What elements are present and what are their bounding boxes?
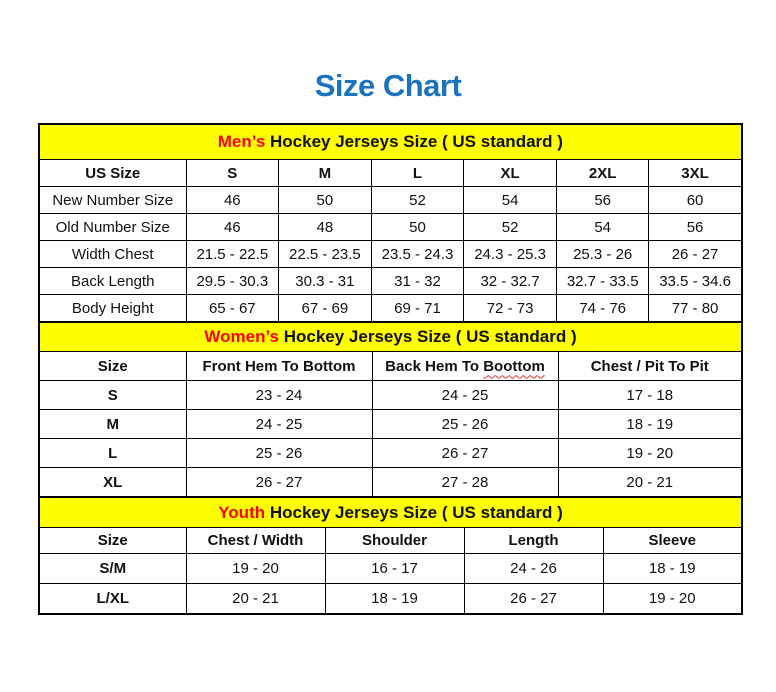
value-cell: 54 xyxy=(464,187,557,214)
row-label-cell: Width Chest xyxy=(39,241,186,268)
table-row xyxy=(39,187,742,214)
column-header: US Size xyxy=(39,160,186,187)
column-header: M xyxy=(279,160,372,187)
value-cell: 27 - 28 xyxy=(372,468,558,498)
column-header: Length xyxy=(464,528,603,554)
spellcheck-squiggle-word: Boottom xyxy=(483,357,545,375)
column-header-misspelled xyxy=(372,352,558,381)
column-header: Size xyxy=(39,528,186,554)
value-cell: 46 xyxy=(186,187,279,214)
youth-size-table xyxy=(38,496,743,615)
column-header: Size xyxy=(39,352,186,381)
row-label-cell: New Number Size xyxy=(39,187,186,214)
youth-banner-text: Hockey Jerseys Size ( US standard ) xyxy=(265,502,563,522)
row-label-cell: S xyxy=(39,381,186,410)
table-row xyxy=(39,468,742,498)
size-tables xyxy=(38,123,741,615)
column-header: 2XL xyxy=(556,160,649,187)
value-cell: 31 - 32 xyxy=(371,268,464,295)
youth-banner-highlight: Youth xyxy=(218,502,266,522)
value-cell: 30.3 - 31 xyxy=(279,268,372,295)
value-cell: 74 - 76 xyxy=(556,295,649,323)
row-label-cell: XL xyxy=(39,468,186,498)
value-cell: 23.5 - 24.3 xyxy=(371,241,464,268)
womens-banner-text: Hockey Jerseys Size ( US standard ) xyxy=(279,327,577,346)
value-cell: 56 xyxy=(649,214,742,241)
value-cell: 67 - 69 xyxy=(279,295,372,323)
womens-section-banner xyxy=(39,322,742,352)
page-title: Size Chart xyxy=(314,68,462,103)
value-cell: 17 - 18 xyxy=(558,381,742,410)
column-header: Shoulder xyxy=(325,528,464,554)
value-cell: 29.5 - 30.3 xyxy=(186,268,279,295)
mens-banner-text: Hockey Jerseys Size ( US standard ) xyxy=(265,132,563,151)
youth-section-banner xyxy=(39,497,742,528)
row-label-cell: Body Height xyxy=(39,295,186,323)
value-cell: 50 xyxy=(279,187,372,214)
column-header: 3XL xyxy=(649,160,742,187)
column-header-text: Back Hem To xyxy=(385,357,484,375)
youth-banner-row xyxy=(39,497,742,528)
value-cell: 72 - 73 xyxy=(464,295,557,323)
table-row xyxy=(39,214,742,241)
column-header: Sleeve xyxy=(603,528,742,554)
value-cell: 26 - 27 xyxy=(186,468,372,498)
womens-banner-highlight: Women’s xyxy=(204,327,279,346)
value-cell: 25.3 - 26 xyxy=(556,241,649,268)
value-cell: 24 - 26 xyxy=(464,554,603,584)
womens-header-row xyxy=(39,352,742,381)
table-row xyxy=(39,241,742,268)
column-header: Chest / Width xyxy=(186,528,325,554)
column-header: Front Hem To Bottom xyxy=(186,352,372,381)
value-cell: 24.3 - 25.3 xyxy=(464,241,557,268)
value-cell: 56 xyxy=(556,187,649,214)
table-row xyxy=(39,268,742,295)
value-cell: 18 - 19 xyxy=(603,554,742,584)
column-header: L xyxy=(371,160,464,187)
value-cell: 18 - 19 xyxy=(558,410,742,439)
value-cell: 24 - 25 xyxy=(372,381,558,410)
table-row xyxy=(39,295,742,323)
value-cell: 20 - 21 xyxy=(186,584,325,615)
table-row xyxy=(39,381,742,410)
value-cell: 19 - 20 xyxy=(186,554,325,584)
value-cell: 54 xyxy=(556,214,649,241)
value-cell: 46 xyxy=(186,214,279,241)
value-cell: 60 xyxy=(649,187,742,214)
womens-banner-row xyxy=(39,322,742,352)
womens-size-table xyxy=(38,321,743,498)
mens-banner-row xyxy=(39,124,742,160)
row-label-cell: Back Length xyxy=(39,268,186,295)
column-header: XL xyxy=(464,160,557,187)
table-row xyxy=(39,410,742,439)
value-cell: 26 - 27 xyxy=(372,439,558,468)
column-header: Chest / Pit To Pit xyxy=(558,352,742,381)
value-cell: 52 xyxy=(464,214,557,241)
value-cell: 25 - 26 xyxy=(186,439,372,468)
value-cell: 77 - 80 xyxy=(649,295,742,323)
value-cell: 22.5 - 23.5 xyxy=(279,241,372,268)
value-cell: 19 - 20 xyxy=(603,584,742,615)
value-cell: 52 xyxy=(371,187,464,214)
column-header: S xyxy=(186,160,279,187)
value-cell: 25 - 26 xyxy=(372,410,558,439)
row-label-cell: L/XL xyxy=(39,584,186,615)
youth-header-row xyxy=(39,528,742,554)
value-cell: 23 - 24 xyxy=(186,381,372,410)
mens-section-banner xyxy=(39,124,742,160)
mens-size-table xyxy=(38,123,743,323)
value-cell: 19 - 20 xyxy=(558,439,742,468)
table-row xyxy=(39,554,742,584)
value-cell: 26 - 27 xyxy=(464,584,603,615)
value-cell: 32 - 32.7 xyxy=(464,268,557,295)
value-cell: 18 - 19 xyxy=(325,584,464,615)
table-row xyxy=(39,439,742,468)
value-cell: 48 xyxy=(279,214,372,241)
value-cell: 33.5 - 34.6 xyxy=(649,268,742,295)
value-cell: 20 - 21 xyxy=(558,468,742,498)
value-cell: 69 - 71 xyxy=(371,295,464,323)
value-cell: 24 - 25 xyxy=(186,410,372,439)
value-cell: 26 - 27 xyxy=(649,241,742,268)
row-label-cell: L xyxy=(39,439,186,468)
value-cell: 65 - 67 xyxy=(186,295,279,323)
mens-header-row xyxy=(39,160,742,187)
value-cell: 21.5 - 22.5 xyxy=(186,241,279,268)
value-cell: 32.7 - 33.5 xyxy=(556,268,649,295)
value-cell: 50 xyxy=(371,214,464,241)
table-row xyxy=(39,584,742,615)
row-label-cell: S/M xyxy=(39,554,186,584)
row-label-cell: M xyxy=(39,410,186,439)
value-cell: 16 - 17 xyxy=(325,554,464,584)
row-label-cell: Old Number Size xyxy=(39,214,186,241)
mens-banner-highlight: Men’s xyxy=(217,132,266,151)
